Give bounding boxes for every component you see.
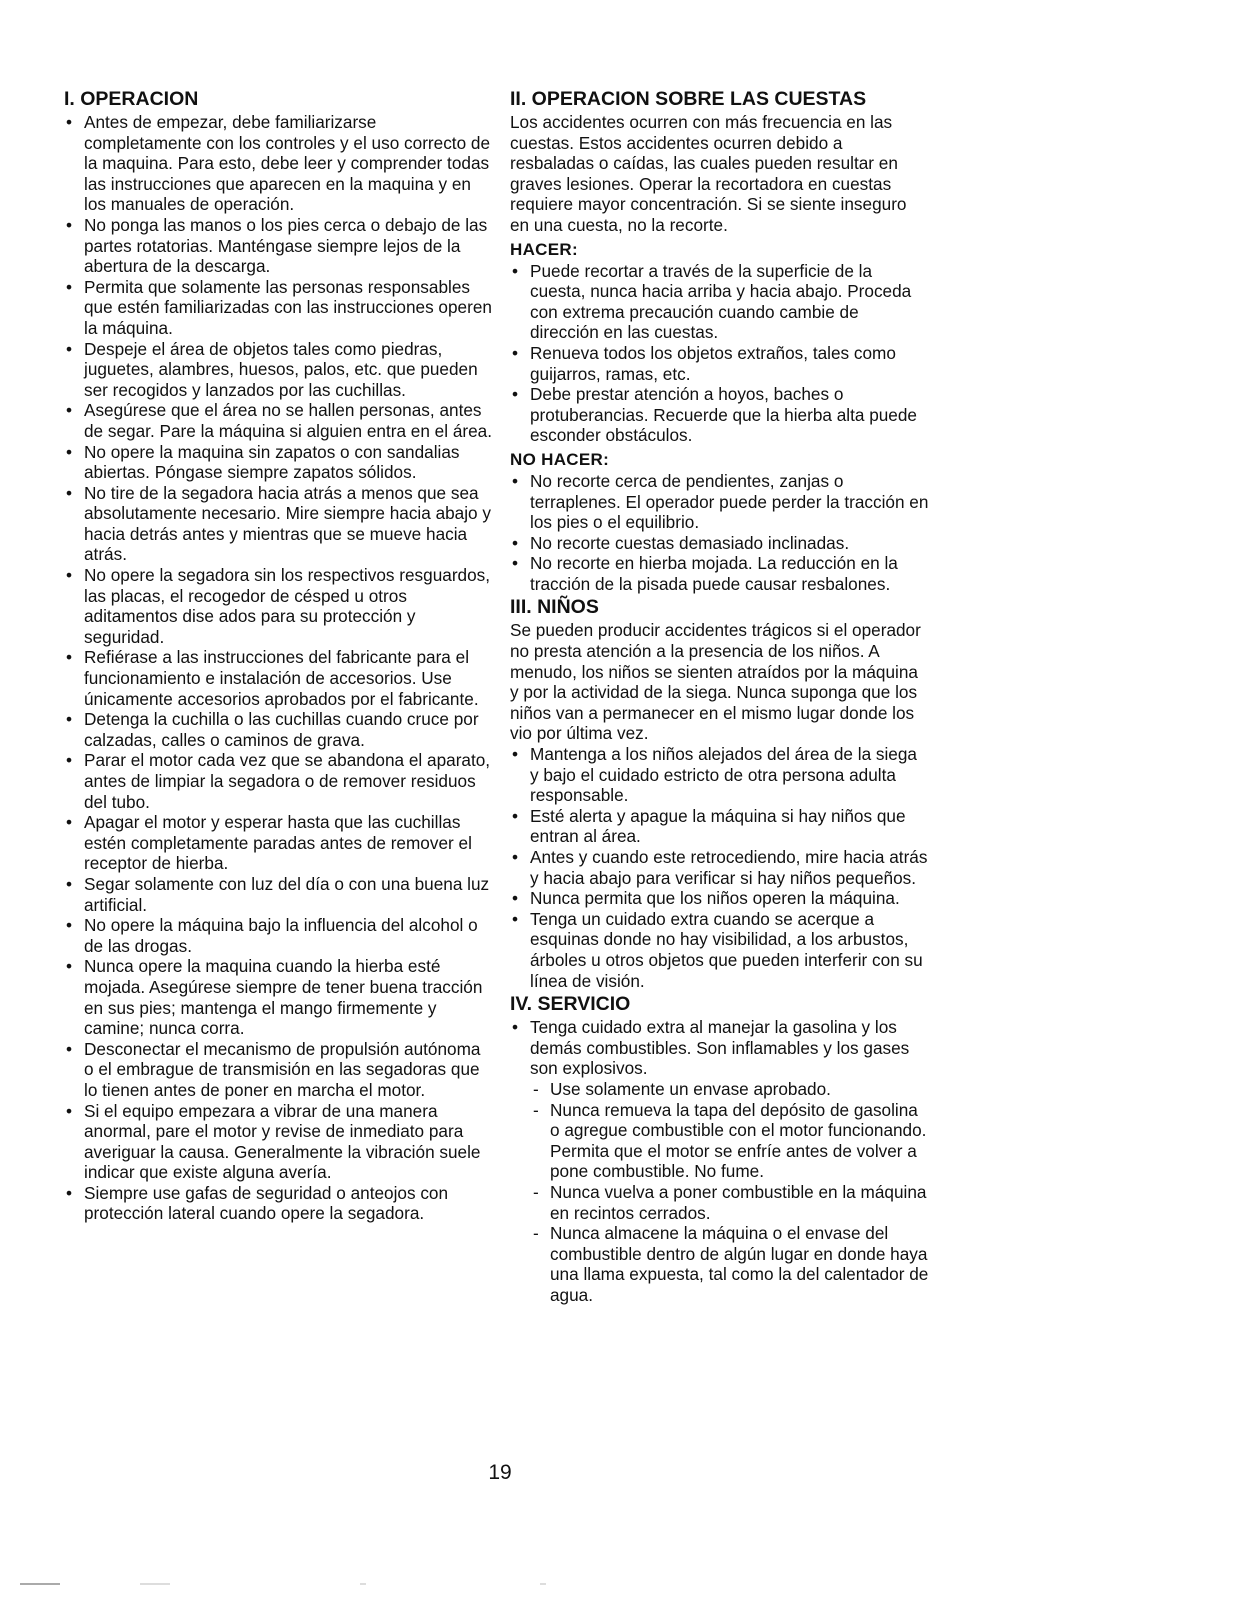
list-item: • Parar el motor cada vez que se abandona el aparato, antes de limpiar la segadora o de remover residuos del tubo.	[64, 750, 494, 812]
ninos-list	[510, 744, 930, 991]
list-item: • No opere la maquina sin zapatos o con sandalias abiertas. Póngase siempre zapatos sólidos.	[64, 442, 494, 483]
list-item: • No recorte en hierba mojada. La reducción en la tracción de la pisada puede causar resbalones.	[510, 553, 930, 594]
list-item	[510, 1017, 930, 1305]
hacer-heading: HACER:	[510, 239, 578, 259]
servicio-sublist	[530, 1079, 930, 1306]
list-item: • Apagar el motor y esperar hasta que las cuchillas estén completamente paradas antes de remover el receptor de hierba.	[64, 812, 494, 874]
page-number: 19	[488, 1461, 512, 1484]
list-item: • Despeje el área de objetos tales como piedras, juguetes, alambres, huesos, palos, etc. que pueden ser recogidos y lanzados por las cuchillas.	[64, 339, 494, 401]
list-item: • No tire de la segadora hacia atrás a menos que sea absolutamente necesario. Mire siempre hacia abajo y hacia detrás antes y mientras que se mueve hacia atrás.	[64, 483, 494, 565]
list-item: • Desconectar el mecanismo de propulsión autónoma o el embrague de transmisión en las segadoras que lo tienen antes de poner en marcha el motor.	[64, 1039, 494, 1101]
list-item: • Asegúrese que el área no se hallen personas, antes de segar. Pare la máquina si alguien entra en el área.	[64, 400, 494, 441]
list-item: • Detenga la cuchilla o las cuchillas cuando cruce por calzadas, calles o caminos de grava.	[64, 709, 494, 750]
hacer-list	[510, 261, 930, 446]
left-column	[64, 88, 494, 1224]
list-item: • Tenga un cuidado extra cuando se acerque a esquinas donde no hay visibilidad, a los arbustos, árboles u otros objetos que pueden interferir con su línea de visión.	[510, 909, 930, 991]
section-title-cuestas: II. OPERACION SOBRE LAS CUESTAS	[510, 88, 867, 110]
sub-list-item: - Nunca vuelva a poner combustible en la máquina en recintos cerrados.	[530, 1182, 930, 1223]
list-item: • Nunca permita que los niños operen la máquina.	[510, 888, 930, 909]
ninos-intro: Se pueden producir accidentes trágicos si el operador no presta atención a la presencia de los niños. A menudo, los niños se sienten atraídos por la máquina y por la actividad de la siega. Nunca suponga que los niños van a permanecer en el mismo lugar donde los vio por última vez.	[510, 620, 921, 744]
section-title-ninos: III. NIÑOS	[510, 596, 599, 619]
no-hacer-heading: NO HACER:	[510, 449, 610, 469]
sub-list-item: - Use solamente un envase aprobado.	[530, 1079, 930, 1100]
list-item: • Antes de empezar, debe familiarizarse completamente con los controles y el uso correcto de la maquina. Para esto, debe leer y comprender todas las instrucciones que aparecen en la maquina y en los manuales de operación.	[64, 112, 494, 215]
no-hacer-list	[510, 471, 930, 595]
list-item: • Esté alerta y apague la máquina si hay niños que entran al área.	[510, 806, 930, 847]
list-item: • Debe prestar atención a hoyos, baches o protuberancias. Recuerde que la hierba alta puede esconder obstáculos.	[510, 384, 930, 446]
sub-list-item: - Nunca remueva la tapa del depósito de gasolina o agregue combustible con el motor funcionando. Permita que el motor se enfríe antes de volver a pone combustible. No fume.	[530, 1100, 930, 1182]
list-item: • Refiérase a las instrucciones del fabricante para el funcionamiento e instalación de accesorios. Use únicamente accesorios aprobados por el fabricante.	[64, 647, 494, 709]
right-column	[510, 88, 930, 1305]
section-title-servicio: IV. SERVICIO	[510, 993, 631, 1016]
operacion-list	[64, 112, 494, 1224]
list-item: • Antes y cuando este retrocediendo, mire hacia atrás y hacia abajo para verificar si hay niños pequeños.	[510, 847, 930, 888]
list-item: • Nunca opere la maquina cuando la hierba esté mojada. Asegúrese siempre de tener buena tracción en sus pies; mantenga el mango firmemente y camine; nunca corra.	[64, 956, 494, 1038]
section-title-operacion: I. OPERACION	[64, 88, 199, 110]
list-item: • Puede recortar a través de la superficie de la cuesta, nunca hacia arriba y hacia abajo. Proceda con extrema precaución cuando cambie de dirección en las cuestas.	[510, 261, 930, 343]
list-item: • No recorte cerca de pendientes, zanjas o terraplenes. El operador puede perder la tracción en los pies o el equilibrio.	[510, 471, 930, 533]
list-item: • No ponga las manos o los pies cerca o debajo de las partes rotatorias. Manténgase siempre lejos de la abertura de la descarga.	[64, 215, 494, 277]
servicio-item-text: Tenga cuidado extra al manejar la gasolina y los demás combustibles. Son inflamables y los gases son explosivos.	[530, 1017, 910, 1079]
list-item: • Permita que solamente las personas responsables que estén familiarizadas con las instrucciones operen la máquina.	[64, 277, 494, 339]
list-item: • No opere la segadora sin los respectivos resguardos, las placas, el recogedor de césped u otros aditamentos dise ados para su protección y seguridad.	[64, 565, 494, 647]
list-item: • Siempre use gafas de seguridad o anteojos con protección lateral cuando opere la segadora.	[64, 1183, 494, 1224]
list-item: • No opere la máquina bajo la influencia del alcohol o de las drogas.	[64, 915, 494, 956]
servicio-list	[510, 1017, 930, 1305]
cuestas-intro: Los accidentes ocurren con más frecuencia en las cuestas. Estos accidentes ocurren debido a resbaladas o caídas, las cuales pueden resultar en graves lesiones. Operar la recortadora en cuestas requiere mayor concentración. Si se siente inseguro en una cuesta, no la recorte.	[510, 112, 907, 235]
scan-artifact-marks	[20, 1582, 580, 1586]
list-item: • No recorte cuestas demasiado inclinadas.	[510, 533, 930, 554]
list-item: • Mantenga a los niños alejados del área de la siega y bajo el cuidado estricto de otra persona adulta responsable.	[510, 744, 930, 806]
sub-list-item: - Nunca almacene la máquina o el envase del combustible dentro de algún lugar en donde haya una llama expuesta, tal como la del calentador de agua.	[530, 1223, 930, 1305]
list-item: • Segar solamente con luz del día o con una buena luz artificial.	[64, 874, 494, 915]
list-item: • Si el equipo empezara a vibrar de una manera anormal, pare el motor y revise de inmediato para averiguar la causa. Generalmente la vibración suele indicar que existe alguna avería.	[64, 1101, 494, 1183]
list-item: • Renueva todos los objetos extraños, tales como guijarros, ramas, etc.	[510, 343, 930, 384]
